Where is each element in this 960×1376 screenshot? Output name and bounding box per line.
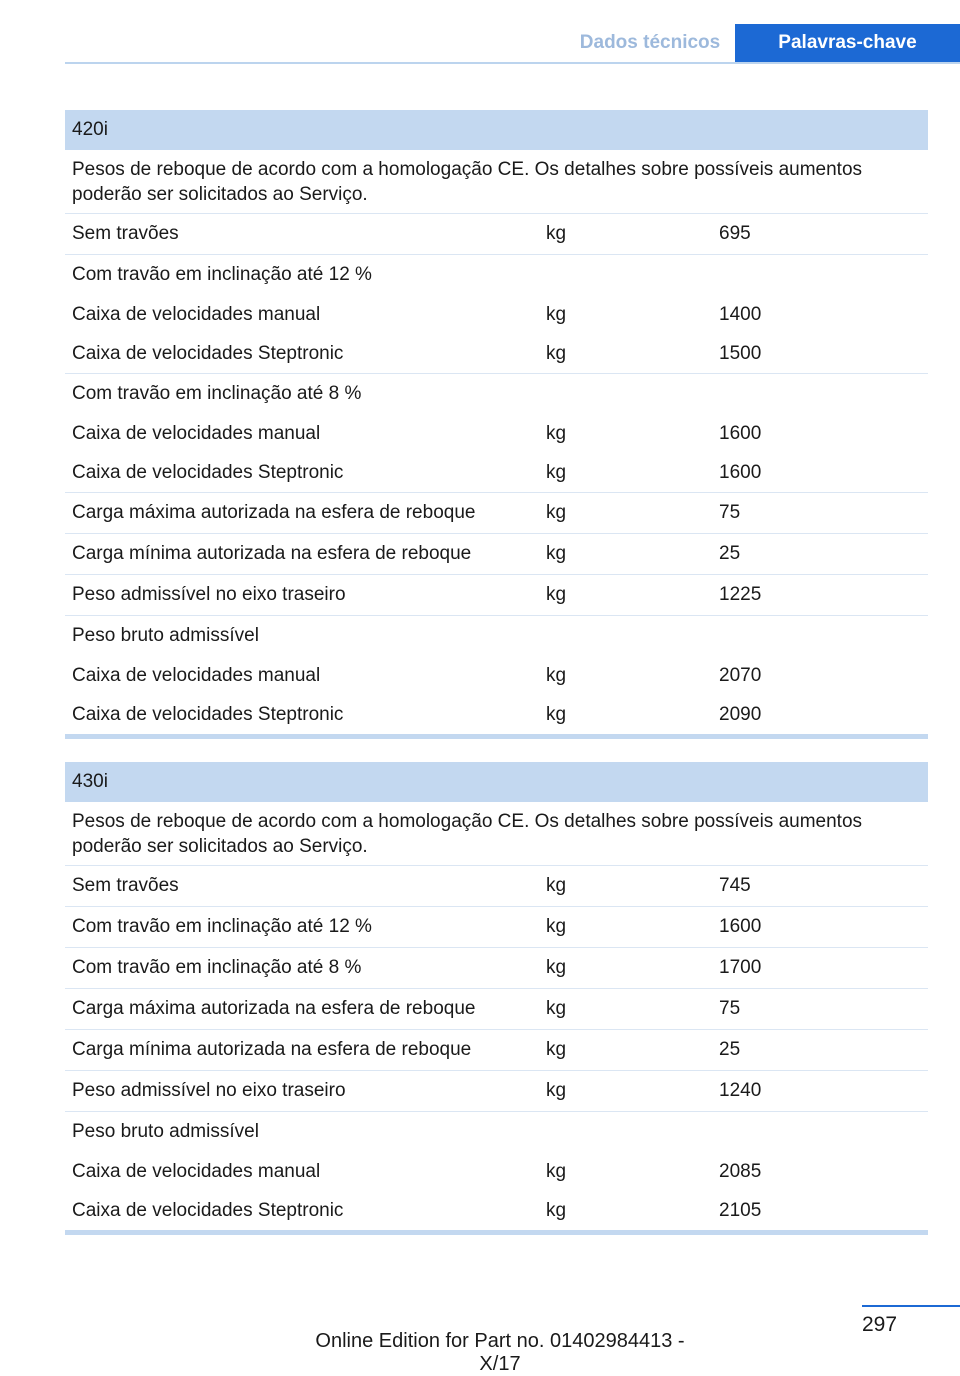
row-value: 1600 [719,462,762,483]
tab-palavras-chave[interactable]: Palavras-chave [735,24,960,62]
table-row [65,575,928,615]
row-unit: kg [546,1080,567,1101]
table-row [65,374,928,414]
table-row [65,414,928,453]
row-group [65,534,928,575]
table-row [65,255,928,295]
row-group [65,1112,928,1230]
row-value: 25 [719,1039,741,1060]
row-value: 1700 [719,957,762,978]
table-row [65,334,928,373]
row-label: Peso admissível no eixo traseiro [72,1080,346,1101]
table-row [65,1112,928,1152]
row-unit: kg [546,998,567,1019]
table-row [65,214,928,254]
spec-table-420i [65,110,928,739]
table-row [65,616,928,656]
row-label: Caixa de velocidades Steptronic [72,343,344,364]
row-value: 1240 [719,1080,762,1101]
table-row [65,989,928,1029]
row-unit: kg [546,957,567,978]
row-label: Carga mínima autorizada na esfera de reboque [72,543,472,564]
row-label: Peso bruto admissível [72,625,259,646]
row-label: Com travão em inclinação até 8 % [72,957,362,978]
row-unit: kg [546,423,567,444]
row-label: Carga mínima autorizada na esfera de reboque [72,1039,472,1060]
row-label: Caixa de velocidades Steptronic [72,704,344,725]
table-row [65,1191,928,1230]
footer-edition: Online Edition for Part no. 01402984413 - X/17 [315,1330,685,1375]
row-label: Caixa de velocidades manual [72,304,321,325]
row-group [65,907,928,948]
table-row [65,1152,928,1191]
row-value: 745 [719,875,751,896]
table-row [65,866,928,906]
row-label: Caixa de velocidades manual [72,665,321,686]
row-unit: kg [546,584,567,605]
row-label: Caixa de velocidades manual [72,1161,321,1182]
table-note: Pesos de reboque de acordo com a homologação CE. Os detalhes sobre possíveis aumentos poderão ser solicitados ao Serviço. [65,150,928,214]
row-value: 1600 [719,916,762,937]
row-unit: kg [546,502,567,523]
page-number [862,1305,960,1337]
row-value: 2070 [719,665,762,686]
row-value: 75 [719,998,741,1019]
row-group [65,493,928,534]
row-unit: kg [546,665,567,686]
row-group [65,948,928,989]
row-unit: kg [546,1200,567,1221]
row-label: Carga máxima autorizada na esfera de reboque [72,502,476,523]
row-unit: kg [546,223,567,244]
table-header: 430i [65,762,928,802]
table-row [65,295,928,334]
row-value: 2090 [719,704,762,725]
row-unit: kg [546,1039,567,1060]
row-group [65,989,928,1030]
table-row [65,656,928,695]
row-label: Com travão em inclinação até 8 % [72,383,362,404]
row-value: 1225 [719,584,762,605]
row-unit: kg [546,875,567,896]
row-unit: kg [546,462,567,483]
row-label: Peso admissível no eixo traseiro [72,584,346,605]
row-value: 25 [719,543,741,564]
row-group [65,374,928,493]
row-value: 2085 [719,1161,762,1182]
row-label: Sem travões [72,223,179,244]
row-unit: kg [546,304,567,325]
row-value: 2105 [719,1200,762,1221]
spec-table-430i [65,762,928,1235]
row-label: Caixa de velocidades manual [72,423,321,444]
table-row [65,1071,928,1111]
row-group [65,255,928,374]
row-value: 75 [719,502,741,523]
table-note: Pesos de reboque de acordo com a homologação CE. Os detalhes sobre possíveis aumentos poderão ser solicitados ao Serviço. [65,802,928,866]
row-group [65,575,928,616]
row-group [65,214,928,255]
table-row [65,453,928,492]
table-row [65,534,928,574]
row-label: Caixa de velocidades Steptronic [72,462,344,483]
row-label: Peso bruto admissível [72,1121,259,1142]
row-label: Caixa de velocidades Steptronic [72,1200,344,1221]
row-value: 1600 [719,423,762,444]
table-row [65,907,928,947]
tab-dados-tecnicos[interactable]: Dados técnicos [579,32,721,53]
row-value: 695 [719,223,751,244]
page-number-text: 297 [862,1313,898,1336]
table-body [65,866,928,1230]
table-row [65,695,928,734]
row-unit: kg [546,704,567,725]
section-header [65,24,960,64]
row-group [65,616,928,734]
row-unit: kg [546,1161,567,1182]
row-group [65,1071,928,1112]
row-unit: kg [546,543,567,564]
row-value: 1500 [719,343,762,364]
row-unit: kg [546,916,567,937]
row-label: Com travão em inclinação até 12 % [72,916,372,937]
row-unit: kg [546,343,567,364]
row-group [65,1030,928,1071]
row-label: Com travão em inclinação até 12 % [72,264,372,285]
row-value: 1400 [719,304,762,325]
row-label: Sem travões [72,875,179,896]
table-row [65,493,928,533]
table-row [65,948,928,988]
table-header: 420i [65,110,928,150]
table-body [65,214,928,734]
row-group [65,866,928,907]
table-row [65,1030,928,1070]
row-label: Carga máxima autorizada na esfera de reboque [72,998,476,1019]
